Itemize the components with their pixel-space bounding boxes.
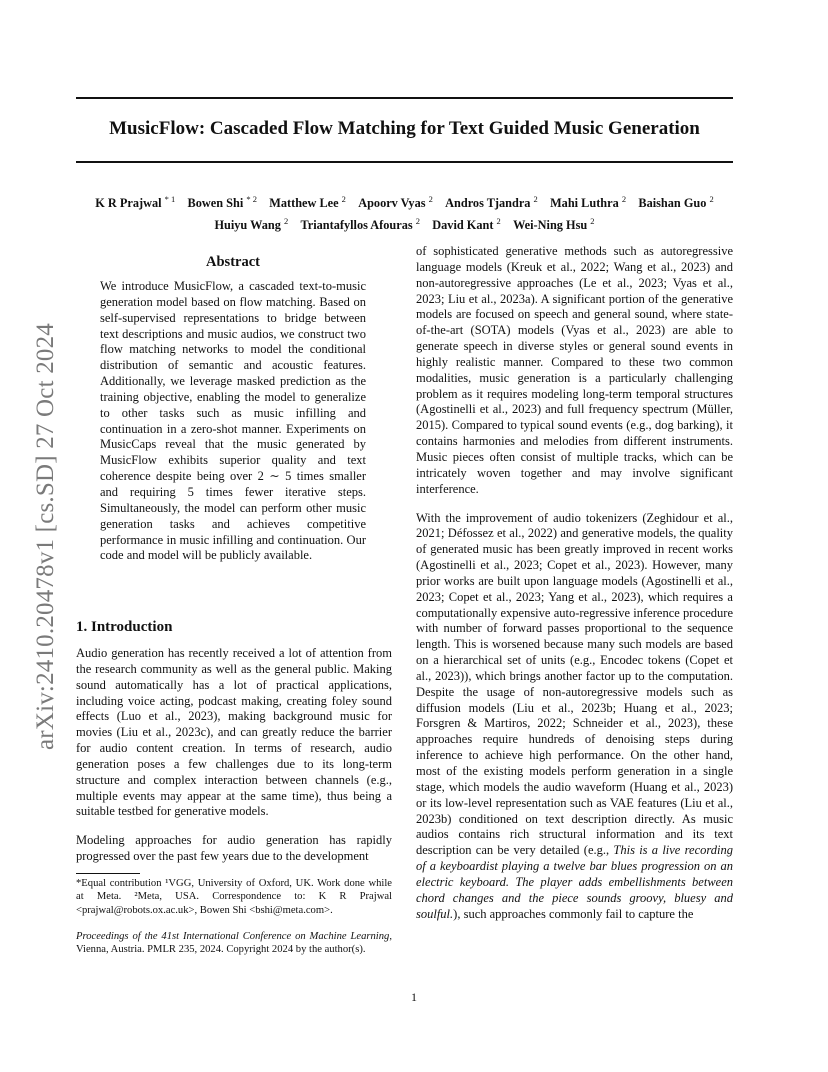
- author-name: Baishan Guo: [638, 196, 707, 211]
- author-name: Matthew Lee: [269, 196, 339, 211]
- author-affiliation-mark: 2: [709, 194, 714, 204]
- author-affiliation-mark: 2: [415, 216, 420, 227]
- author-affiliation-mark: 2: [283, 216, 289, 227]
- abstract-heading: Abstract: [206, 254, 260, 270]
- paper-title: MusicFlow: Cascaded Flow Matching for Text Guided Music Generation: [109, 118, 700, 139]
- author-affiliation-mark: 2: [533, 194, 538, 204]
- author-list: [76, 190, 733, 234]
- introduction-body: [76, 646, 392, 865]
- author-name: Wei-Ning Hsu: [513, 218, 588, 233]
- top-rule: [76, 97, 733, 99]
- author-name: Mahi Luthra: [550, 196, 619, 211]
- author-affiliation-mark: * 2: [246, 194, 257, 204]
- proceedings-italic: Proceedings of the 41st International Conference on Machine Learning: [76, 931, 390, 942]
- author-affiliation-mark: 2: [341, 194, 346, 204]
- author-name: Triantafyllos Afouras: [300, 218, 413, 233]
- author-affiliation-mark: 2: [621, 194, 627, 204]
- right-paragraph-2-start: With the improvement of audio tokenizers (Zeghidour et al., 2021; Défossez et al., 2022) and generative models, the quality of generated music has been greatly improved in recent works (Agostinelli et al., 2023; Copet et al., 2023). However, many prior works are built upon language models (Agostinelli et al., 2023; Copet et al., 2023; Yang et al., 2023), which requires a computationally expensive auto-regressive inference procedure with number of forward passes proportional to the sequence length. This is worsened because many such models are based on a hierarchical set of units (e.g., Encodec tokens (Copet et al., 2023)), which brings another factor up to the computation. Despite the usage of non-autoregressive models such as diffusion models (Liu et al., 2023b; Huang et al., 2023; Forsgren & Martiros, 2022; Schneider et al., 2023), these approaches require hundreds of denoising steps during inference to achieve high performance. On the other hand, most of the existing models perform generation in a single stage, which models the audio waveform (Huang et al., 2023) or its low-level representation such as VAE features (Liu et al., 2023b) conditioned on text description directly. As music audios contains rich structural information and its text description can be very detailed (e.g.,: [416, 510, 733, 858]
- page-number: 1: [411, 990, 417, 1004]
- proceedings-note: [76, 930, 392, 957]
- author-affiliation-mark: 2: [590, 216, 595, 227]
- quoted-music-caption: This is a live recording of a keyboardist playing a twelve bar blues progression on an electric keyboard. The player adds embellishments between chord changes and the piece sounds groovy, bluesy and soulful.: [416, 843, 733, 921]
- section-heading-introduction: 1. Introduction: [76, 619, 173, 635]
- footnote-rule: [76, 873, 140, 874]
- right-paragraph-2-end: ), such approaches commonly fail to capture the: [453, 906, 694, 921]
- intro-paragraph-1: Audio generation has recently received a lot of attention from the research community as well as the general public. Making sound automatically has a lot of practical applications, including voice acting, podcast making, creating foley sound effects (Luo et al., 2023), making background music for movies (Liu et al., 2023c), and can greatly reduce the barrier for audio content creation. In terms of research, audio generation poses a few challenges due to its long-term structure and complex interaction between channels (e.g., multiple events may appear at the same time), thus being a suitable testbed for generative models.: [76, 646, 392, 819]
- intro-paragraph-2: Modeling approaches for audio generation has rapidly progressed over the past few years due to the development: [76, 833, 392, 864]
- proceedings-rest: , Vienna, Austria. PMLR 235, 2024. Copyright 2024 by the author(s).: [76, 931, 392, 956]
- abstract-body: [100, 279, 366, 564]
- author-affiliation-mark: 2: [428, 194, 433, 204]
- author-name: Apoorv Vyas: [358, 196, 426, 211]
- arxiv-identifier[interactable]: arXiv:2410.20478v1 [cs.SD] 27 Oct 2024: [32, 323, 59, 750]
- footnote: *Equal contribution ¹VGG, University of Oxford, UK. Work done while at Meta. ²Meta, USA. Correspondence to: K R Prajwal <prajwal@robots.ox.ac.uk>, Bowen Shi <bshi@meta.com>.: [76, 878, 392, 916]
- author-name: Bowen Shi: [187, 196, 244, 211]
- right-column: [416, 244, 733, 922]
- right-paragraph-1: of sophisticated generative methods such as autoregressive language models (Kreuk et al., 2022; Wang et al., 2023) and non-autoregressive approaches (Le et al., 2023; Vyas et al., 2023; Liu et al., 2023a). A significant portion of the generative models are focused on speech and general sound, where state-of-the-art (SOTA) models (Vyas et al., 2023) are able to generate speech in diverse styles or general sound events in highly realistic manner. Compared to these two common modalities, music generation is a particularly challenging problem as it requires modeling long-term temporal structures (Agostinelli et al., 2023) and full frequency spectrum (Müller, 2015). Compared to typical sound events (e.g., dog barking), it contains harmonies and melodies from different instruments. Music pieces often consist of multiple tracks, which can be intricately woven together and may involve significant interference.: [416, 244, 733, 496]
- author-affiliation-mark: 2: [496, 216, 501, 227]
- author-line-2: [76, 212, 733, 234]
- abstract-text: We introduce MusicFlow, a cascaded text-to-music generation model based on flow matching. Based on self-supervised representations to bridge between text descriptions and music audios, we construct two flow matching networks to model the conditional distribution of semantic and acoustic features. Additionally, we leverage masked prediction as the training objective, enabling the model to generalize to other tasks such as music infilling and continuation in a zero-shot manner. Experiments on MusicCaps reveal that the music generated by MusicFlow exhibits superior quality and text coherence despite being over 2 ∼ 5 times smaller and requiring 5 times fewer iterative steps. Simultaneously, the model can perform other music generation tasks and achieves competitive performance in music infilling and continuation. Our code and model will be publicly available.: [100, 279, 366, 563]
- author-name: Andros Tjandra: [445, 196, 531, 211]
- author-name: K R Prajwal: [95, 196, 162, 211]
- right-paragraph-2: [416, 511, 733, 923]
- title-bottom-rule: [76, 161, 733, 163]
- author-name: Huiyu Wang: [214, 218, 281, 233]
- author-line-1: [76, 190, 733, 212]
- author-name: David Kant: [432, 218, 494, 233]
- author-affiliation-mark: * 1: [164, 194, 176, 204]
